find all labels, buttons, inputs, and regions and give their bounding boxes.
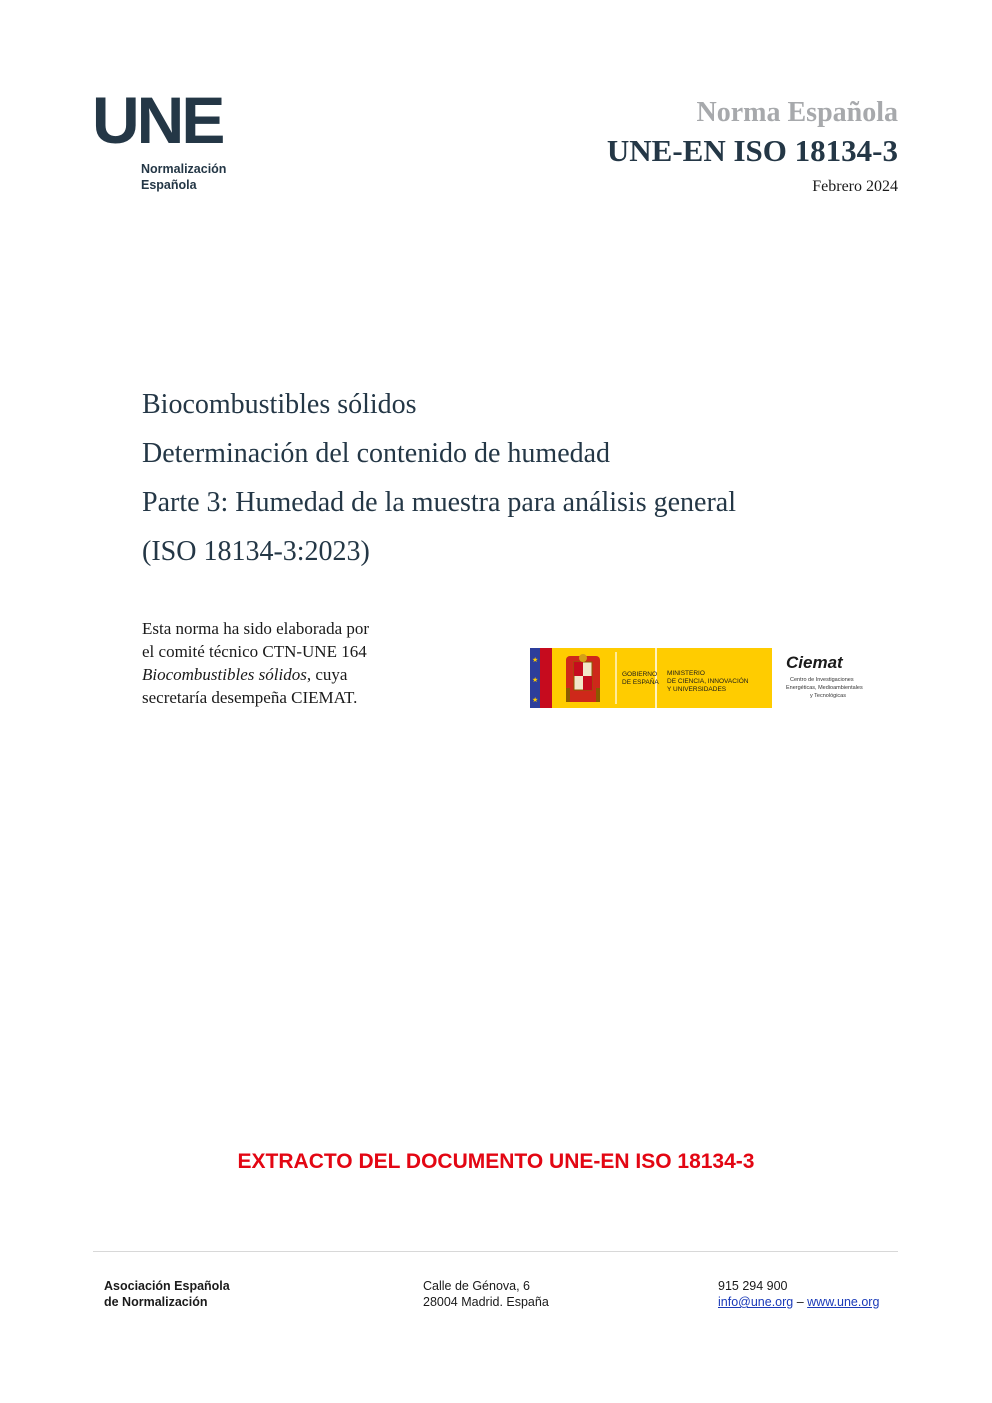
committee-line-1: Esta norma ha sido elaborada por (142, 619, 370, 638)
ministerio-line1: MINISTERIO (667, 670, 705, 677)
document-title (142, 380, 736, 576)
coat-of-arms-icon (566, 654, 600, 702)
ciemat-line1: Centro de Investigaciones (790, 677, 854, 683)
svg-text:★: ★ (532, 696, 539, 704)
footer-address-line1: Calle de Génova, 6 (423, 1279, 531, 1293)
sponsor-logos (530, 648, 886, 708)
website-link[interactable]: www.une.org (807, 1295, 880, 1309)
committee-line-3-rest: , cuya (306, 665, 348, 684)
ciemat-line2: Energéticas, Medioambientales (786, 685, 863, 691)
eu-stars-icon (532, 656, 538, 704)
title-line-2: Determinación del contenido de humedad (142, 438, 611, 469)
standard-code: UNE-EN ISO 18134-3 (606, 133, 898, 168)
footer-address-line2: 28004 Madrid. España (423, 1295, 549, 1309)
ciemat-logo (774, 648, 886, 708)
une-logo-text: UNE (92, 88, 223, 157)
committee-note (142, 617, 452, 709)
ciemat-name: Ciemat (786, 653, 843, 672)
gobierno-line1: GOBIERNO (622, 671, 658, 678)
une-logo-subtitle (141, 161, 226, 193)
title-line-3: Parte 3: Humedad de la muestra para análisis general (142, 487, 736, 518)
svg-text:★: ★ (532, 656, 539, 664)
une-subtitle-line2: Española (141, 178, 197, 192)
footer-organization (104, 1278, 230, 1310)
footer-phone: 915 294 900 (718, 1279, 788, 1293)
svg-text:★: ★ (532, 676, 539, 684)
header-standard-info (607, 96, 898, 197)
ministerio-line3: Y UNIVERSIDADES (667, 686, 727, 693)
norma-label: Norma Española (696, 97, 898, 128)
committee-line-3 (142, 663, 452, 686)
title-line-1: Biocombustibles sólidos (142, 389, 417, 420)
footer-divider (93, 1251, 898, 1252)
footer-links (718, 1294, 879, 1310)
ministerio-line2: DE CIENCIA, INNOVACIÓN (667, 678, 749, 685)
footer-contact (718, 1278, 879, 1310)
footer-address (423, 1278, 549, 1310)
une-subtitle-line1: Normalización (141, 162, 227, 176)
title-line-4: (ISO 18134-3:2023) (142, 536, 370, 567)
extract-notice: EXTRACTO DEL DOCUMENTO UNE-EN ISO 18134-3 (237, 1150, 755, 1173)
committee-line-4: secretaría desempeña CIEMAT. (142, 688, 358, 707)
committee-name: Biocombustibles sólidos (142, 665, 307, 684)
publication-date: Febrero 2024 (812, 178, 898, 195)
ciemat-line3: y Tecnológicas (810, 693, 846, 699)
footer-org-line1: Asociación Española (104, 1279, 230, 1293)
gobierno-line2: DE ESPAÑA (622, 679, 659, 686)
email-link[interactable]: info@une.org (718, 1295, 794, 1309)
gobierno-logo (530, 648, 772, 708)
link-separator: – (793, 1295, 808, 1309)
footer-org-line2: de Normalización (104, 1295, 208, 1309)
committee-line-2: el comité técnico CTN-UNE 164 (142, 642, 367, 661)
